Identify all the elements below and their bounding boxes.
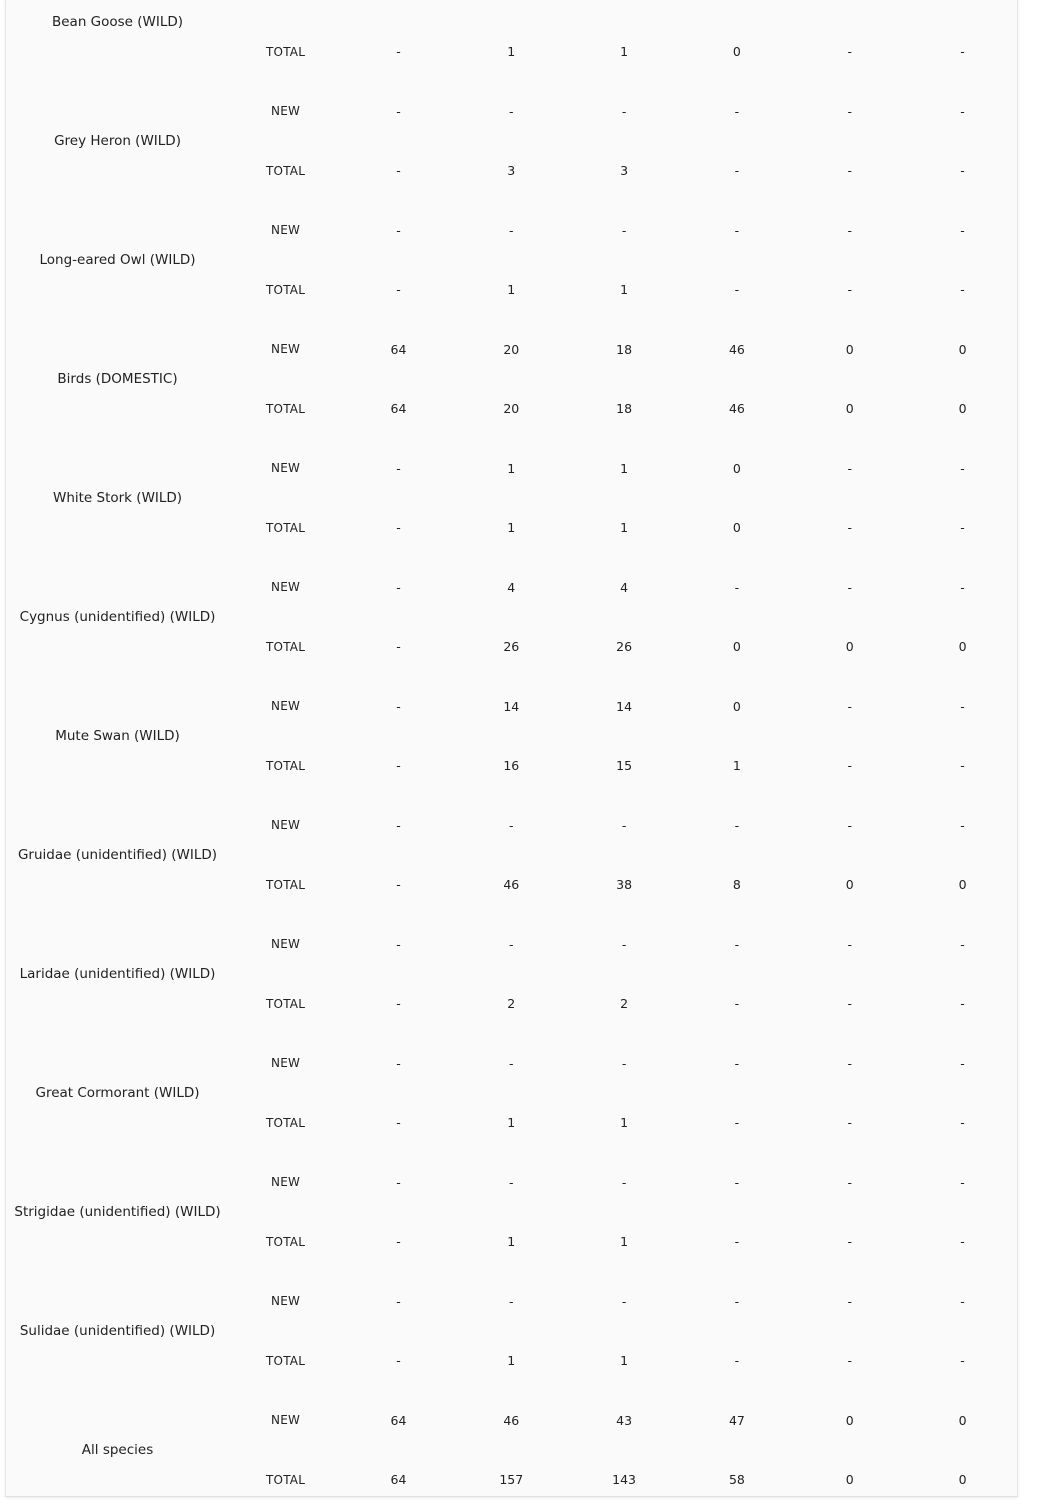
value-cell: - [621, 103, 627, 119]
value-cell: - [396, 639, 401, 655]
value-cell: - [396, 877, 401, 893]
table-row [6, 201, 1019, 261]
value-cell: - [734, 996, 740, 1012]
value-cell: 1 [507, 1115, 516, 1131]
value-cell: - [621, 1174, 627, 1190]
value-cell: 0 [958, 1472, 967, 1488]
value-cell: 0 [958, 401, 967, 417]
row-type-label: NEW [271, 580, 301, 595]
value-cell: - [396, 520, 401, 536]
table-row [6, 1391, 1019, 1451]
value-cell: 0 [732, 460, 741, 476]
row-type-label: TOTAL [266, 1115, 306, 1130]
value-cell: 1 [620, 1353, 629, 1369]
report-card [5, 0, 1018, 1497]
row-type-label: NEW [271, 1294, 301, 1309]
value-cell: 46 [728, 401, 745, 417]
value-cell: - [396, 1174, 401, 1190]
value-cell: 1 [507, 1234, 516, 1250]
row-type-label [229, 0, 342, 22]
value-cell: - [734, 1055, 740, 1071]
value-cell: - [734, 282, 740, 298]
species-name: Long-eared Owl (WILD) [39, 252, 196, 268]
value-cell: 1 [620, 1234, 629, 1250]
value-cell: 1 [507, 520, 516, 536]
species-name: Birds (DOMESTIC) [57, 371, 178, 387]
value-cell: - [960, 1055, 965, 1071]
value-cell: - [847, 758, 852, 774]
value-cell [906, 0, 1019, 22]
value-cell: 0 [732, 698, 741, 714]
value-cell: - [734, 1174, 740, 1190]
value-cell: - [847, 1174, 852, 1190]
row-type-label: NEW [271, 1056, 301, 1071]
row-type-label: NEW [271, 461, 301, 476]
value-cell: 15 [616, 758, 633, 774]
table-row [6, 320, 1019, 380]
species-name: Strigidae (unidentified) (WILD) [14, 1204, 221, 1220]
value-cell: 1 [732, 758, 741, 774]
value-cell [342, 0, 455, 22]
value-cell: - [847, 1234, 852, 1250]
row-type-label: NEW [271, 818, 301, 833]
value-cell: 0 [845, 1472, 854, 1488]
value-cell: 58 [728, 1472, 745, 1488]
value-cell: - [847, 222, 852, 238]
value-cell: 0 [845, 639, 854, 655]
species-name: Great Cormorant (WILD) [35, 1085, 200, 1101]
value-cell: - [960, 1174, 965, 1190]
value-cell: - [960, 698, 965, 714]
species-name: All species [81, 1442, 154, 1458]
value-cell: 0 [845, 401, 854, 417]
value-cell: - [396, 1115, 401, 1131]
value-cell: - [396, 103, 401, 119]
value-cell: - [847, 520, 852, 536]
table-row [6, 1153, 1019, 1213]
value-cell: - [960, 579, 965, 595]
value-cell: - [960, 817, 965, 833]
value-cell: 16 [503, 758, 520, 774]
value-cell: - [960, 222, 965, 238]
value-cell: - [847, 1293, 852, 1309]
value-cell: - [621, 936, 627, 952]
value-cell: - [734, 1293, 740, 1309]
value-cell: - [396, 817, 401, 833]
value-cell: - [396, 698, 401, 714]
value-cell: - [509, 103, 514, 119]
value-cell: - [621, 1293, 627, 1309]
value-cell: 8 [732, 877, 741, 893]
value-cell: 46 [728, 341, 745, 357]
value-cell: - [396, 1293, 401, 1309]
value-cell: 64 [390, 341, 407, 357]
value-cell: - [847, 103, 852, 119]
value-cell: - [847, 460, 852, 476]
value-cell: - [734, 579, 740, 595]
value-cell: - [621, 1055, 627, 1071]
value-cell: - [396, 996, 401, 1012]
value-cell: 1 [620, 44, 629, 60]
table-row [6, 82, 1019, 142]
value-cell: - [960, 996, 965, 1012]
value-cell: 1 [507, 460, 516, 476]
value-cell: - [734, 1353, 740, 1369]
row-type-label: TOTAL [266, 282, 306, 297]
value-cell: - [734, 103, 740, 119]
value-cell: - [847, 1055, 852, 1071]
value-cell: - [847, 1353, 852, 1369]
row-type-label: NEW [271, 104, 301, 119]
table-row [6, 0, 1019, 22]
value-cell: - [396, 936, 401, 952]
row-type-label: TOTAL [266, 1353, 306, 1368]
report-body [6, 0, 1019, 1510]
value-cell: 20 [503, 341, 520, 357]
value-cell: - [960, 1115, 965, 1131]
species-name: Laridae (unidentified) (WILD) [19, 966, 216, 982]
value-cell: - [960, 163, 965, 179]
value-cell: 26 [616, 639, 633, 655]
value-cell: 157 [499, 1472, 524, 1488]
value-cell: 4 [620, 579, 629, 595]
value-cell: 1 [620, 282, 629, 298]
value-cell: 46 [503, 877, 520, 893]
species-name: Bean Goose (WILD) [51, 14, 184, 30]
value-cell: 46 [503, 1412, 520, 1428]
value-cell: - [396, 163, 401, 179]
value-cell: - [509, 817, 514, 833]
value-cell: - [734, 163, 740, 179]
table-row [6, 915, 1019, 975]
value-cell: 0 [845, 877, 854, 893]
value-cell: - [734, 817, 740, 833]
table-row [6, 1034, 1019, 1094]
value-cell: - [960, 460, 965, 476]
row-type-label: TOTAL [266, 758, 306, 773]
value-cell: 143 [612, 1472, 637, 1488]
row-type-label: TOTAL [266, 401, 306, 416]
value-cell: - [847, 579, 852, 595]
value-cell: - [847, 936, 852, 952]
value-cell: 2 [507, 996, 516, 1012]
value-cell: - [396, 460, 401, 476]
value-cell: - [396, 1055, 401, 1071]
value-cell: 3 [620, 163, 629, 179]
value-cell: 1 [620, 460, 629, 476]
value-cell: - [847, 163, 852, 179]
table-row [6, 1272, 1019, 1332]
row-type-label: TOTAL [266, 44, 306, 59]
row-type-label: TOTAL [266, 520, 306, 535]
value-cell: - [396, 1234, 401, 1250]
value-cell: 0 [958, 1412, 967, 1428]
species-name: Gruidae (unidentified) (WILD) [17, 847, 218, 863]
value-cell: 2 [620, 996, 629, 1012]
value-cell: - [734, 936, 740, 952]
value-cell: 0 [958, 639, 967, 655]
value-cell: - [734, 1115, 740, 1131]
value-cell: - [509, 1293, 514, 1309]
table-row [6, 677, 1019, 737]
value-cell: - [960, 520, 965, 536]
value-cell: - [509, 1055, 514, 1071]
value-cell: - [960, 758, 965, 774]
value-cell: 64 [390, 401, 407, 417]
value-cell: 1 [507, 282, 516, 298]
value-cell: 18 [616, 401, 633, 417]
table-row [6, 558, 1019, 618]
value-cell: 0 [845, 1412, 854, 1428]
row-type-label: NEW [271, 342, 301, 357]
value-cell: 0 [845, 341, 854, 357]
value-cell: - [509, 936, 514, 952]
value-cell: - [396, 579, 401, 595]
table-row [6, 796, 1019, 856]
row-type-label: NEW [271, 1413, 301, 1428]
value-cell: 20 [503, 401, 520, 417]
value-cell: - [509, 222, 514, 238]
species-name: Cygnus (unidentified) (WILD) [19, 609, 216, 625]
value-cell [681, 0, 794, 22]
value-cell: 3 [507, 163, 516, 179]
value-cell: 0 [732, 520, 741, 536]
value-cell [568, 0, 681, 22]
value-cell: - [396, 282, 401, 298]
value-cell: - [960, 1293, 965, 1309]
species-name: Mute Swan (WILD) [55, 728, 180, 744]
row-type-label: TOTAL [266, 877, 306, 892]
value-cell: - [960, 282, 965, 298]
value-cell: - [960, 936, 965, 952]
value-cell: - [847, 282, 852, 298]
value-cell [793, 0, 906, 22]
value-cell: - [960, 44, 965, 60]
value-cell: 1 [620, 1115, 629, 1131]
value-cell: 18 [616, 341, 633, 357]
value-cell: - [509, 1174, 514, 1190]
value-cell: - [847, 698, 852, 714]
value-cell: - [847, 1115, 852, 1131]
value-cell: 1 [507, 44, 516, 60]
value-cell: - [847, 996, 852, 1012]
value-cell: 47 [728, 1412, 745, 1428]
value-cell: 1 [620, 520, 629, 536]
value-cell: - [396, 44, 401, 60]
value-cell: 26 [503, 639, 520, 655]
row-type-label: NEW [271, 1175, 301, 1190]
value-cell: - [734, 222, 740, 238]
table-row [6, 439, 1019, 499]
value-cell: 64 [390, 1472, 407, 1488]
species-name: Sulidae (unidentified) (WILD) [19, 1323, 216, 1339]
row-type-label: NEW [271, 937, 301, 952]
value-cell: - [960, 103, 965, 119]
species-name: White Stork (WILD) [52, 490, 183, 506]
value-cell: - [847, 817, 852, 833]
row-type-label: TOTAL [266, 163, 306, 178]
value-cell: 64 [390, 1412, 407, 1428]
value-cell: - [621, 817, 627, 833]
value-cell: - [396, 222, 401, 238]
value-cell: - [396, 1353, 401, 1369]
row-type-label: TOTAL [266, 1234, 306, 1249]
value-cell: - [396, 758, 401, 774]
row-type-label: TOTAL [266, 639, 306, 654]
value-cell: 4 [507, 579, 516, 595]
value-cell: - [734, 1234, 740, 1250]
row-type-label: NEW [271, 223, 301, 238]
value-cell [455, 0, 568, 22]
value-cell: - [621, 222, 627, 238]
species-report-table [6, 0, 1019, 1510]
value-cell: 1 [507, 1353, 516, 1369]
value-cell: 14 [616, 698, 633, 714]
value-cell: 14 [503, 698, 520, 714]
row-type-label: TOTAL [266, 996, 306, 1011]
row-type-label: TOTAL [266, 1472, 306, 1487]
value-cell: - [847, 44, 852, 60]
value-cell: - [960, 1234, 965, 1250]
value-cell: 38 [616, 877, 633, 893]
value-cell: - [960, 1353, 965, 1369]
row-type-label: NEW [271, 699, 301, 714]
value-cell: 0 [958, 877, 967, 893]
species-name: Grey Heron (WILD) [54, 133, 181, 149]
value-cell: 0 [958, 341, 967, 357]
value-cell: 43 [616, 1412, 633, 1428]
value-cell: 0 [732, 639, 741, 655]
value-cell: 0 [732, 44, 741, 60]
